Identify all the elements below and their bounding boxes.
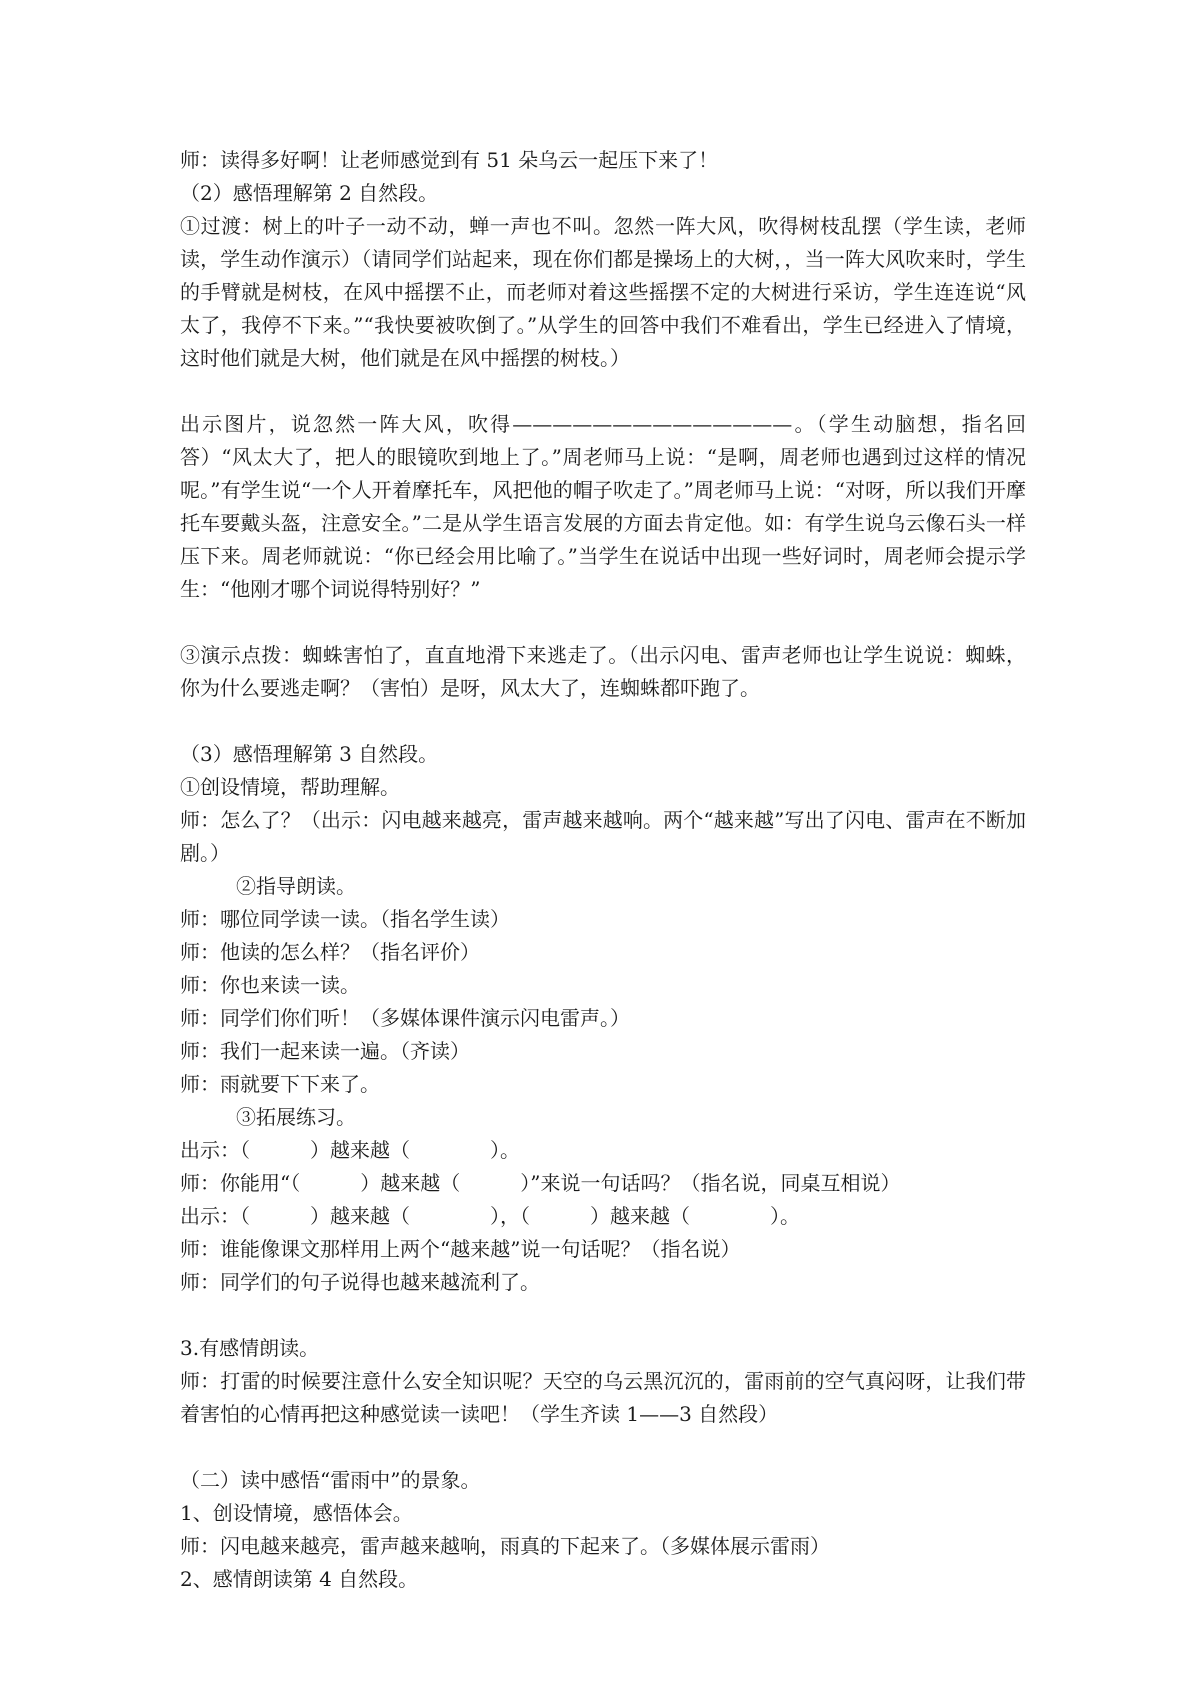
paragraph-read: 师：打雷的时候要注意什么安全知识呢？天空的乌云黑沉沉的，雷雨前的空气真闷呀，让我们带着害怕的心情再把这种感觉读一读吧！（学生齐读 1——3 自然段）: [180, 1369, 1026, 1426]
text-line: 师：我们一起来读一遍。（齐读）: [180, 1039, 470, 1063]
text-line: 师：闪电越来越亮，雷声越来越响，雨真的下起来了。（多媒体展示雷雨）: [180, 1534, 830, 1558]
section-heading: 3.有感情朗读。: [180, 1336, 320, 1360]
text-line: 2、感情朗读第 4 自然段。: [180, 1567, 419, 1591]
text-line: 师：哪位同学读一读。（指名学生读）: [180, 907, 510, 931]
teacher-question: 师：怎么了？（出示：闪电越来越亮，雷声越来越响。两个“越来越”写出了闪电、雷声在不断加剧。）: [180, 808, 1026, 865]
blank-line: [180, 1431, 1026, 1464]
text-line: 出示：（ ）越来越（ ）。: [180, 1138, 520, 1162]
text-line: 师：雨就要下下来了。: [180, 1072, 380, 1096]
text-line: 师：你能用“（ ）越来越（ ）”来说一句话吗？（指名说，同桌互相说）: [180, 1171, 901, 1195]
step-line: ②指导朗读。: [236, 874, 356, 898]
text-line: 1、创设情境，感悟体会。: [180, 1501, 413, 1525]
document-page: [180, 144, 1026, 1596]
paragraph-transition: ①过渡：树上的叶子一动不动，蝉一声也不叫。忽然一阵大风，吹得树枝乱摆（学生读，老师读，学生动作演示）（请同学们站起来，现在你们都是操场上的大树，，当一阵大风吹来时，学生的手臂就是树枝，在风中摇摆不止，而老师对着这些摇摆不定的大树进行采访，学生连连说“风太了，我停不下来。”“我快要被吹倒了。”从学生的回答中我们不难看出，学生已经进入了情境，这时他们就是大树，他们就是在风中摇摆的树枝。）: [180, 214, 1026, 370]
text-line: 师：同学们你们听！（多媒体课件演示闪电雷声。）: [180, 1006, 630, 1030]
blank-line: [180, 375, 1026, 408]
blank-line: [180, 606, 1026, 639]
paragraph-spider: ③演示点拨：蜘蛛害怕了，直直地滑下来逃走了。（出示闪电、雷声老师也让学生说说：蜘蛛，你为什么要逃走啊？（害怕）是呀，风太大了，连蜘蛛都吓跑了。: [180, 643, 1026, 700]
text-line: 师：谁能像课文那样用上两个“越来越”说一句话呢？（指名说）: [180, 1237, 741, 1261]
paragraph-picture: 出示图片，说忽然一阵大风，吹得——————————————。（学生动脑想，指名回答）“风太大了，把人的眼镜吹到地上了。”周老师马上说：“是啊，周老师也遇到过这样的情况呢。”有学生说“一个人开着摩托车，风把他的帽子吹走了。”周老师马上说：“对呀，所以我们开摩托车要戴头盔，注意安全。”二是从学生语言发展的方面去肯定他。如：有学生说乌云像石头一样压下来。周老师就说：“你已经会用比喻了。”当学生在说话中出现一些好词时，周老师会提示学生：“他刚才哪个词说得特别好？”: [180, 412, 1026, 601]
text-line: 出示：（ ）越来越（ ），（ ）越来越（ ）。: [180, 1204, 800, 1228]
step-line: ③拓展练习。: [236, 1105, 356, 1129]
text-line: 师：读得多好啊！让老师感觉到有 51 朵乌云一起压下来了！: [180, 148, 719, 172]
blank-line: [180, 705, 1026, 738]
section-heading: （3）感悟理解第 3 自然段。: [180, 742, 439, 766]
text-line: 师：他读的怎么样？（指名评价）: [180, 940, 480, 964]
blank-line: [180, 1299, 1026, 1332]
text-line: 师：你也来读一读。: [180, 973, 360, 997]
step-line: ①创设情境，帮助理解。: [180, 775, 400, 799]
section-heading: （二）读中感悟“雷雨中”的景象。: [180, 1468, 481, 1492]
section-heading: （2）感悟理解第 2 自然段。: [180, 181, 439, 205]
text-line: 师：同学们的句子说得也越来越流利了。: [180, 1270, 540, 1294]
